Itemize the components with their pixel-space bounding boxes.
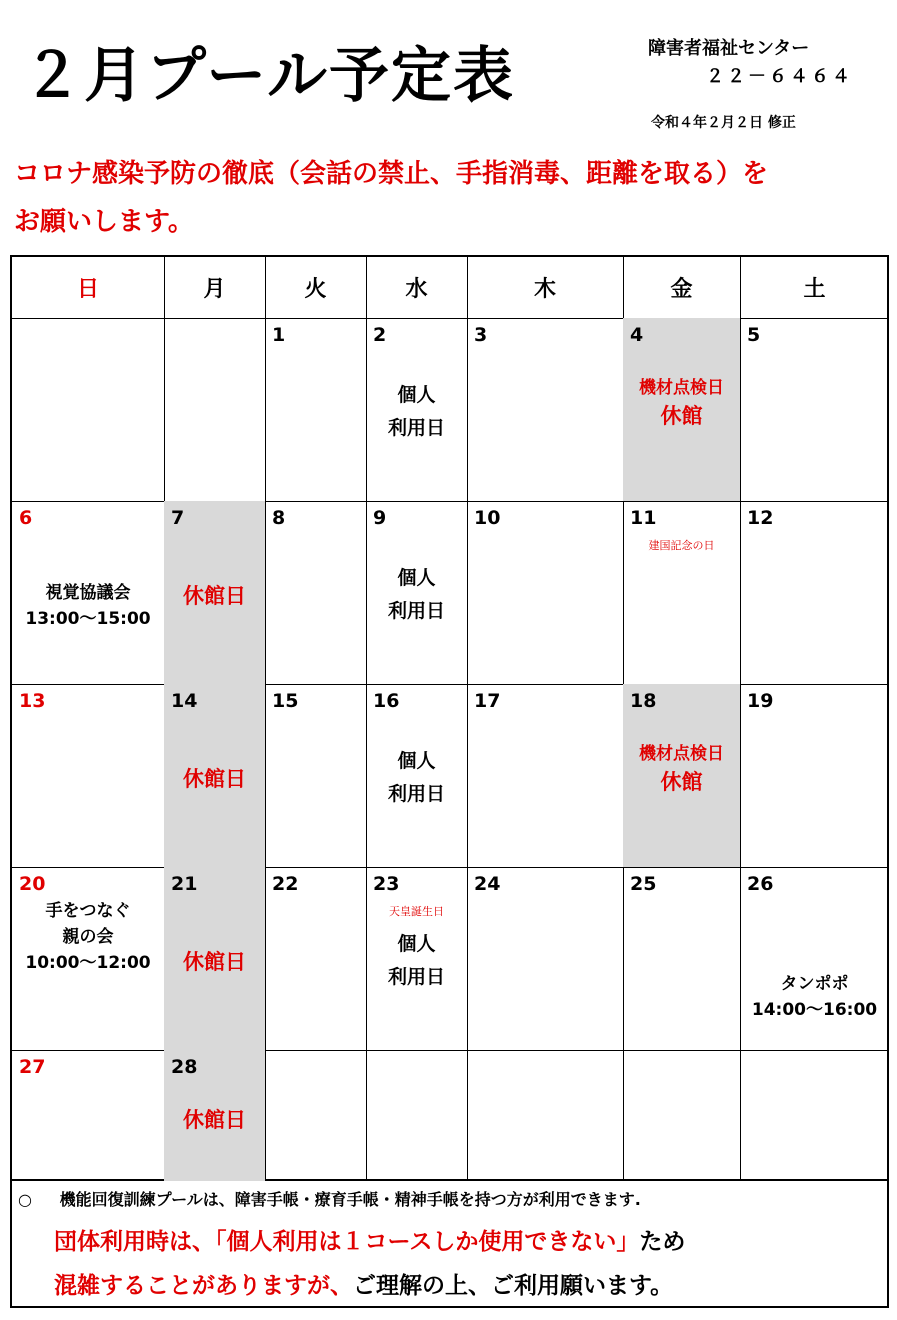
- bullet-circle-icon: ○: [18, 1190, 32, 1209]
- day-number: 18: [630, 690, 657, 712]
- day-number: 27: [19, 1056, 46, 1078]
- day-cell: [265, 501, 367, 685]
- holiday-label: 天皇誕生日: [389, 905, 444, 918]
- weekday-sun: 日: [12, 257, 165, 319]
- day-cell-closed: [164, 684, 266, 868]
- footer-group-use: 団体利用時は、「個人利用は１コースしか使用できない」ため: [54, 1229, 686, 1255]
- day-number: 9: [373, 507, 387, 529]
- day-cell-closed: [164, 1050, 266, 1181]
- event-parents-group: 手をつなぐ 親の会 10:00～12:00: [25, 901, 151, 973]
- equipment-check-label: 機材点検日: [639, 378, 724, 398]
- day-number: 13: [19, 690, 46, 712]
- day-cell: [12, 867, 165, 1051]
- day-cell: [265, 684, 367, 868]
- event-tanpopo: タンポポ 14:00～16:00: [751, 974, 878, 1020]
- day-cell-empty: [164, 318, 266, 502]
- day-number: 22: [272, 873, 299, 895]
- personal-use-label: 個人 利用日: [387, 750, 445, 805]
- day-cell: [623, 501, 741, 685]
- weekday-tue: 火: [265, 257, 367, 319]
- day-number: 1: [272, 324, 286, 346]
- weekday-sat: 土: [740, 257, 889, 319]
- day-number: 3: [474, 324, 488, 346]
- day-number: 6: [19, 507, 33, 529]
- day-cell: [467, 501, 624, 685]
- day-cell: [366, 867, 468, 1051]
- equipment-check-label: 機材点検日: [639, 744, 724, 764]
- day-cell: [265, 867, 367, 1051]
- day-cell: [740, 684, 889, 868]
- day-cell: [740, 501, 889, 685]
- page-title: ２月プール予定表: [22, 41, 515, 111]
- day-cell: [740, 867, 889, 1051]
- day-number: 21: [171, 873, 198, 895]
- closed-day-label: 休館日: [183, 1108, 246, 1132]
- day-cell: [265, 318, 367, 502]
- day-number: 28: [171, 1056, 198, 1078]
- day-number: 10: [474, 507, 501, 529]
- day-number: 4: [630, 324, 644, 346]
- day-number: 26: [747, 873, 774, 895]
- day-cell-empty: [467, 1050, 624, 1181]
- organization-name: 障害者福祉センター: [648, 38, 810, 59]
- covid-notice: [14, 150, 874, 246]
- day-cell-empty: [366, 1050, 468, 1181]
- day-cell-empty: [623, 1050, 741, 1181]
- day-cell: [366, 501, 468, 685]
- footer-notes: [10, 1181, 889, 1308]
- day-cell: [467, 867, 624, 1051]
- day-cell-closed: [623, 318, 741, 502]
- day-cell: [12, 684, 165, 868]
- weekday-fri: 金: [623, 257, 741, 319]
- day-cell: [366, 684, 468, 868]
- day-cell: [740, 318, 889, 502]
- day-number: 14: [171, 690, 198, 712]
- day-number: 24: [474, 873, 501, 895]
- holiday-label: 建国記念の日: [648, 539, 715, 552]
- day-cell-closed: [164, 867, 266, 1051]
- day-number: 17: [474, 690, 501, 712]
- day-cell: [12, 1050, 165, 1181]
- day-number: 16: [373, 690, 400, 712]
- closed-label: 休館: [660, 404, 703, 428]
- day-cell: [12, 501, 165, 685]
- day-cell-empty: [265, 1050, 367, 1181]
- day-cell-closed: [623, 684, 741, 868]
- footer-eligibility: ○ 機能回復訓練プールは、障害手帳・療育手帳・精神手帳を持つ方が利用できます.: [18, 1190, 641, 1209]
- closed-day-label: 休館日: [183, 584, 246, 608]
- personal-use-label: 個人 利用日: [387, 384, 445, 439]
- personal-use-label: 個人 利用日: [387, 933, 445, 988]
- day-number: 20: [19, 873, 46, 895]
- event-visual-council: 視覚協議会 13:00～15:00: [25, 583, 151, 629]
- notice-line-2: お願いします。: [14, 207, 194, 237]
- day-number: 12: [747, 507, 774, 529]
- weekday-thu: 木: [467, 257, 624, 319]
- day-cell: [467, 684, 624, 868]
- revision-date: 令和４年２月２日 修正: [651, 115, 796, 131]
- personal-use-label: 個人 利用日: [387, 567, 445, 622]
- notice-line-1: コロナ感染予防の徹底（会話の禁止、手指消毒、距離を取る）を: [14, 159, 769, 189]
- day-cell: [623, 867, 741, 1051]
- day-number: 5: [747, 324, 761, 346]
- closed-label: 休館: [660, 770, 703, 794]
- calendar-grid: [10, 255, 889, 1181]
- day-number: 2: [373, 324, 387, 346]
- day-number: 15: [272, 690, 299, 712]
- day-cell-empty: [12, 318, 165, 502]
- footer-understanding: 混雑することがありますが、ご理解の上、ご利用願います。: [54, 1273, 674, 1299]
- day-cell: [366, 318, 468, 502]
- day-number: 7: [171, 507, 185, 529]
- day-cell-closed: [164, 501, 266, 685]
- day-number: 23: [373, 873, 400, 895]
- day-number: 11: [630, 507, 657, 529]
- day-number: 8: [272, 507, 286, 529]
- weekday-mon: 月: [164, 257, 266, 319]
- closed-day-label: 休館日: [183, 950, 246, 974]
- day-number: 19: [747, 690, 774, 712]
- day-cell-empty: [740, 1050, 889, 1181]
- phone-number: ２２－６４６４: [706, 66, 853, 87]
- day-cell: [467, 318, 624, 502]
- weekday-wed: 水: [366, 257, 468, 319]
- closed-day-label: 休館日: [183, 767, 246, 791]
- day-number: 25: [630, 873, 657, 895]
